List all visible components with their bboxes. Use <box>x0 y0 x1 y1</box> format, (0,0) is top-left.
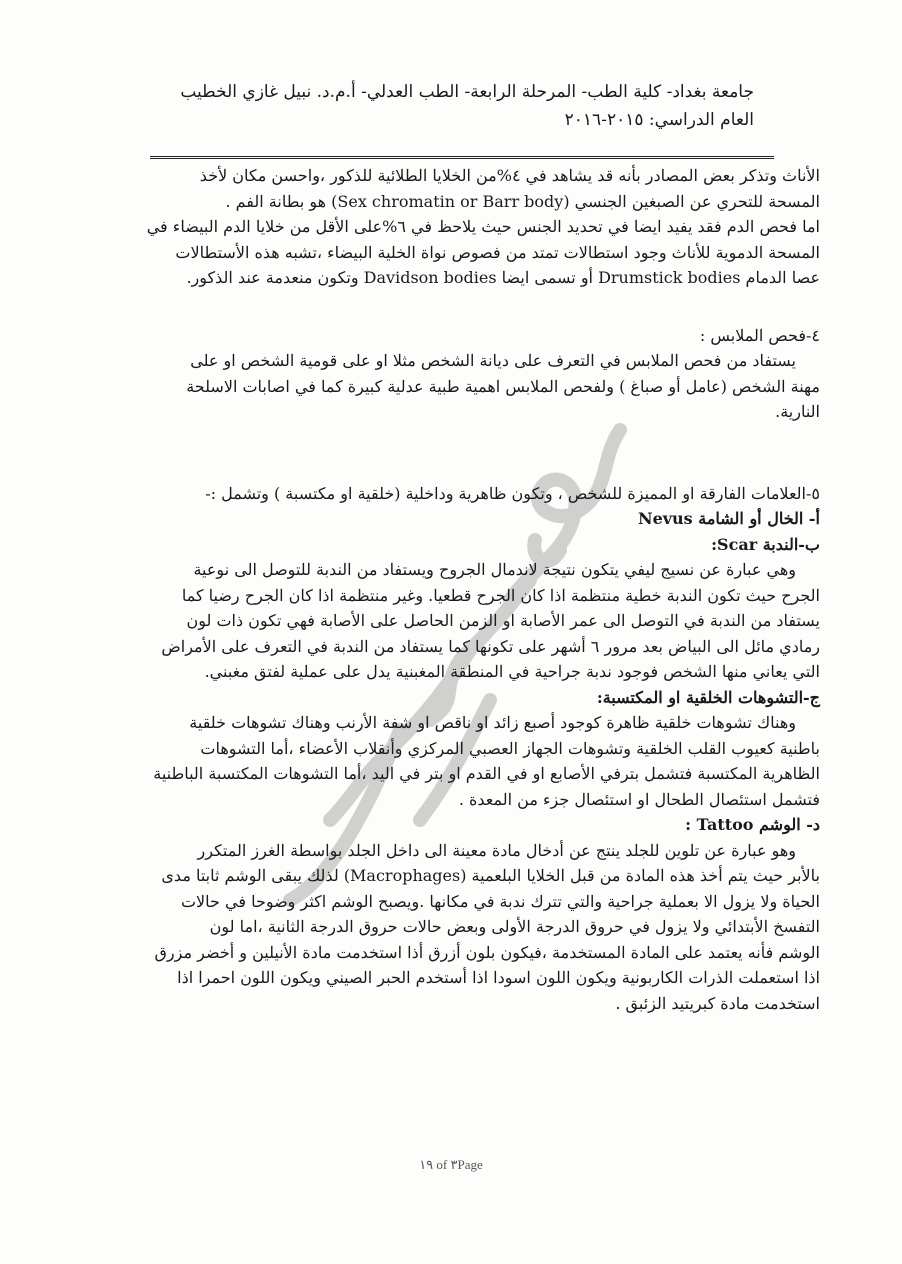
text-line: وهو عبارة عن تلوين للجلد ينتج عن أدخال مادة معينة الى داخل الجلد بواسطة الغرز المتكرر <box>197 840 796 860</box>
section-4-title: ٤-فحص الملابس : <box>699 325 820 345</box>
text-line: النارية. <box>775 402 820 421</box>
text-line: مهنة الشخص (عامل أو صباغ ) ولفحص الملابس اهمية طبية عدلية كبيرة كما في اصابات الاسلحة <box>186 376 820 396</box>
text-line: التي يعاني منها الشخص فوجود ندبة جراحية في المنطقة المغبنية يدل على عملية لفتق مغبني. <box>204 662 820 681</box>
text-line: يستفاد من فحص الملابس في التعرف على ديانة الشخص مثلا او على قومية الشخص او على <box>190 351 796 370</box>
subsection-c-title: ج-التشوهات الخلقية او المكتسبة: <box>596 687 820 707</box>
text-line: باطنية كعيوب القلب الخلقية وتشوهات الجهاز العصبي المركزي وأنقلاب الأعضاء ،أما التشوهات <box>200 738 820 758</box>
text-line: اذا استعملت الذرات الكاربونية ويكون اللون اسودا اذا أستخدم الحبر الصيني ويكون اللون احمرا اذا <box>177 968 820 987</box>
text-line: الظاهرية المكتسبة فتشمل بترفي الأصابع او في القدم او بتر في اليد ،أما التشوهات المكتسبة الباطنية <box>153 764 820 783</box>
text-line: وهناك تشوهات خلقية ظاهرة كوجود أصبع زائد او ناقص او شفة الأرنب وهناك تشوهات خلقية <box>189 713 796 732</box>
text-line: الحياة ولا يزول الا بعملية جراحية والتي تترك ندبة في مكانها .ويصبح الوشم اكثر وضوحا في حالات <box>180 891 820 911</box>
text-line: الجرح حيث تكون الندبة خطية منتظمة اذا كان الجرح قطعيا. وغير منتظمة اذا كان الجرح رضيا كما <box>181 585 820 605</box>
page-number: ١٩ of ٣Page <box>419 1157 483 1172</box>
text-line: استخدمت مادة كبريتيد الزئبق . <box>615 993 820 1013</box>
text-line: بالأبر حيث يتم أخذ هذه المادة من قبل الخلايا البلعمية (Macrophages) لذلك يبقى الوشم ثابتا مدى <box>161 866 820 885</box>
text-line: اما فحص الدم فقد يفيد ايضا في تحديد الجنس حيث يلاحظ في ٦%على الأقل من خلايا الدم البيضاء في <box>146 217 820 236</box>
subsection-b-title: ب-الندبة Scar: <box>711 534 820 554</box>
text-line: الأناث وتذكر بعض المصادر بأنه قد يشاهد في ٤%من الخلايا الطلائية للذكور ،واحسن مكان لأخذ <box>199 166 820 185</box>
text-line: يستفاد من الندبة في التوصل الى عمر الأصابة او الزمن الحاصل على الأصابة فهي تكون ذات لون <box>186 611 820 630</box>
text-line: المسحة للتحري عن الصبغين الجنسي (Sex chromatin or Barr body) هو بطانة الفم . <box>225 191 820 211</box>
text-line: التفسخ الأبتدائي ولا يزول في حروق الدرجة الأولى وبعض حالات حروق الدرجة الثانية ،اما لون <box>209 917 820 936</box>
text-line: وهي عبارة عن نسيج ليفي يتكون نتيجة لاندمال الجروح ويستفاد من الندبة للتوصل الى نوعية <box>193 560 796 579</box>
document-header <box>114 78 754 134</box>
document-body <box>100 163 820 1016</box>
section-5-title: ٥-العلامات الفارقة او المميزة للشخص ، وتكون ظاهرية وداخلية (خلقية او مكتسبة ) وتشمل :- <box>205 483 820 503</box>
text-line: الوشم فأنه يعتمد على المادة المستخدمة ،فيكون بلون أزرق أذا استخدمت مادة الأنيلين و أخضر مزرق <box>154 942 820 962</box>
text-line: عصا الدمام Drumstick bodies أو تسمى ايضا Davidson bodies وتكون منعدمة عند الذكور. <box>186 268 820 287</box>
header-institution-line: جامعة بغداد- كلية الطب- المرحلة الرابعة- الطب العدلي- أ.م.د. نبيل غازي الخطيب <box>180 82 754 102</box>
subsection-a-title: أ- الخال أو الشامة Nevus <box>637 509 820 528</box>
subsection-d-title: د- الوشم Tattoo : <box>685 815 820 834</box>
text-line: المسحة الدموية للأناث وجود استطالات تمتد من فصوص نواة الخلية البيضاء ،تشبه هذه الأستطالات <box>175 242 820 262</box>
header-divider <box>150 156 774 159</box>
header-academic-year: العام الدراسي: ٢٠١٥-٢٠١٦ <box>564 110 754 130</box>
text-line: رمادي مائل الى البياض بعد مرور ٦ أشهر على تكونها كما يستفاد من الندبة في التعرف على الأمراض <box>161 636 820 656</box>
text-line: فتشمل استئصال الطحال او استئصال جزء من المعدة . <box>458 789 820 809</box>
